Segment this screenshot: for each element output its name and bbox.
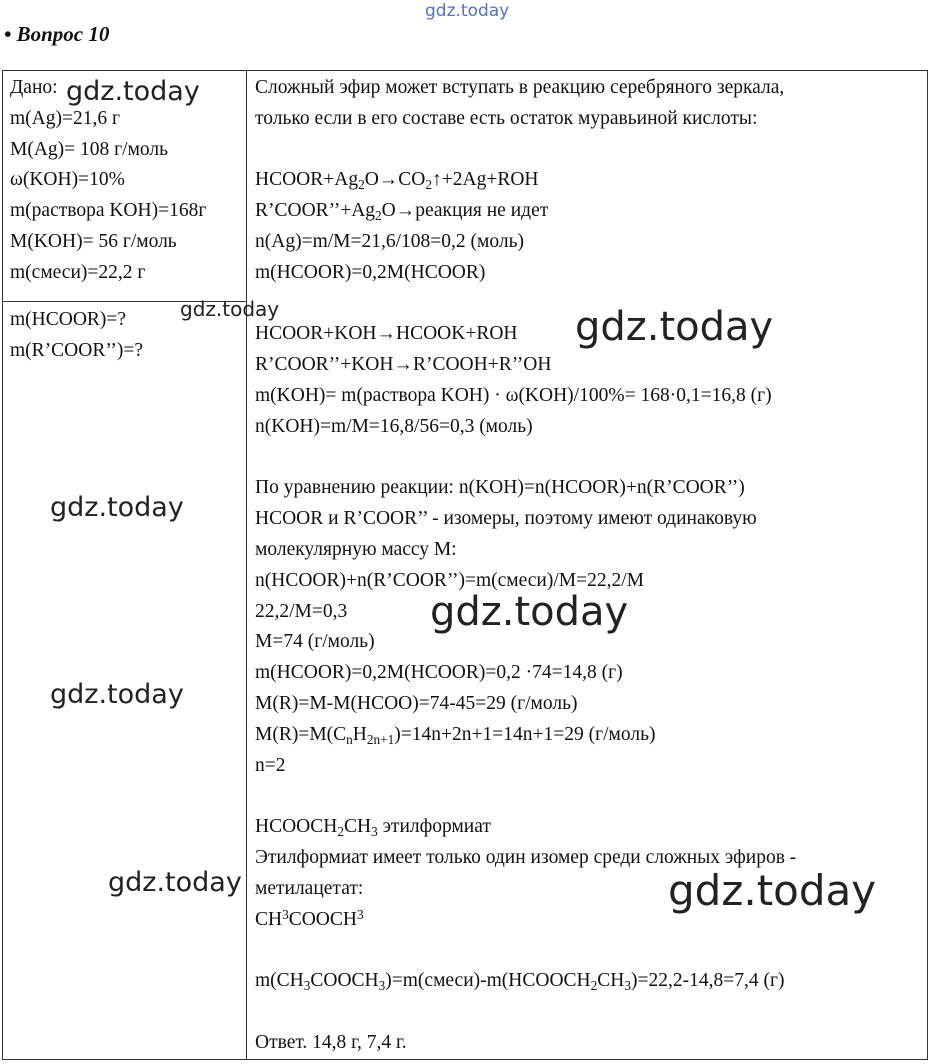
watermark: gdz.today — [668, 866, 877, 915]
blank-line — [255, 781, 796, 812]
formula-line: $CH^3COOCH^3$ — [255, 906, 364, 930]
solution-line: Сложный эфир может вступать в реакцию серебряного зеркала, — [255, 77, 785, 98]
solution-line: HCOOR+KOH→HCOOK+ROH — [255, 323, 518, 345]
solution-line: метилацетат: — [255, 877, 364, 899]
blank-line — [255, 997, 796, 1028]
solution-line: R’COOR’’+KOH→R’COOH+R’’OH — [255, 354, 552, 376]
given-line: ω(KOH)=10% — [10, 169, 125, 191]
solution-line: 22,2/M=0,3 — [255, 600, 348, 622]
solution-line: молекулярную массу M: — [255, 538, 457, 560]
formula-line: $m(CH_3COOCH_3)=m(смеси)-m(HCOOCH_2CH_3)=22,2-14,8=7,4$ (г) — [255, 970, 785, 994]
column-divider — [246, 71, 247, 1059]
solution-line: M(R)=M-M(HCOO)=74-45=29 (г/моль) — [255, 692, 578, 714]
blank-line — [255, 935, 796, 966]
solution-line: n(KOH)=m/M=16,8/56=0,3 (моль) — [255, 415, 533, 437]
watermark: gdz.today — [430, 589, 629, 635]
watermark: gdz.today — [50, 679, 184, 710]
reaction-silver-mirror: $HCOOR+Ag_2O\to CO_2↑+2Ag+ROH$ — [255, 169, 539, 193]
blank-line — [255, 135, 796, 166]
blank-line — [255, 443, 796, 474]
solution-line: По уравнению реакции: n(KOH)=n(HCOOR)+n(R’COOR’’) — [255, 477, 745, 499]
solution-line: M=74 (г/моль) — [255, 631, 375, 653]
find-line: m(HCOOR)=? — [10, 309, 127, 330]
solution-line: HCOOR и R’COOR’’ - изомеры, поэтому имеют одинаковую — [255, 508, 757, 530]
given-line: M(Ag)= 108 г/моль — [10, 138, 169, 160]
formula-line: $HCOOCH_2CH_3$ этилформиат — [255, 816, 491, 840]
given-line: m(смеси)=22,2 г — [10, 261, 146, 283]
formula-line: $M(R)=M(C_nH_{2n+1})=14n+2n+1=14n+1=29$ (г/моль) — [255, 723, 656, 747]
given-line: M(KOH)= 56 г/моль — [10, 230, 177, 252]
watermark: gdz.today — [50, 492, 184, 523]
solution-line: m(HCOOR)=0,2M(HCOOR) — [255, 261, 486, 283]
solution-line: Этилформиат имеет только один изомер среди сложных эфиров - — [255, 846, 797, 868]
answer-line: Ответ. 14,8 г, 7,4 г. — [255, 1031, 407, 1053]
watermark-top: gdz.today — [425, 1, 510, 21]
find-line: m(R’COOR’’)=? — [10, 339, 144, 361]
reaction-no-reaction: $R’COOR’’+Ag_2O\to реакция$ не идет — [255, 200, 549, 224]
watermark: gdz.today — [180, 297, 280, 321]
given-label: Дано: — [10, 77, 58, 98]
solution-line: только если в его составе есть остаток муравьиной кислоты: — [255, 107, 758, 129]
solution-line: n=2 — [255, 754, 286, 776]
solution-line: m(HCOOR)=0,2M(HCOOR)=0,2 ·74=14,8 (г) — [255, 662, 623, 684]
watermark: gdz.today — [575, 304, 774, 350]
solution-line: m(KOH)= m(раствора KOH) · ω(KOH)/100%= 168·0,1=16,8 (г) — [255, 384, 772, 406]
watermark: gdz.today — [108, 867, 242, 898]
question-heading: • Вопрос 10 — [4, 22, 110, 46]
given-line: m(Ag)=21,6 г — [10, 107, 120, 129]
solution-line: n(Ag)=m/M=21,6/108=0,2 (моль) — [255, 230, 524, 252]
solution-line: n(HCOOR)+n(R’COOR’’)=m(смеси)/M=22,2/M — [255, 569, 644, 591]
watermark: gdz.today — [66, 76, 200, 107]
find-cell — [10, 305, 143, 367]
given-line: m(раствора KOH)=168г — [10, 200, 207, 222]
